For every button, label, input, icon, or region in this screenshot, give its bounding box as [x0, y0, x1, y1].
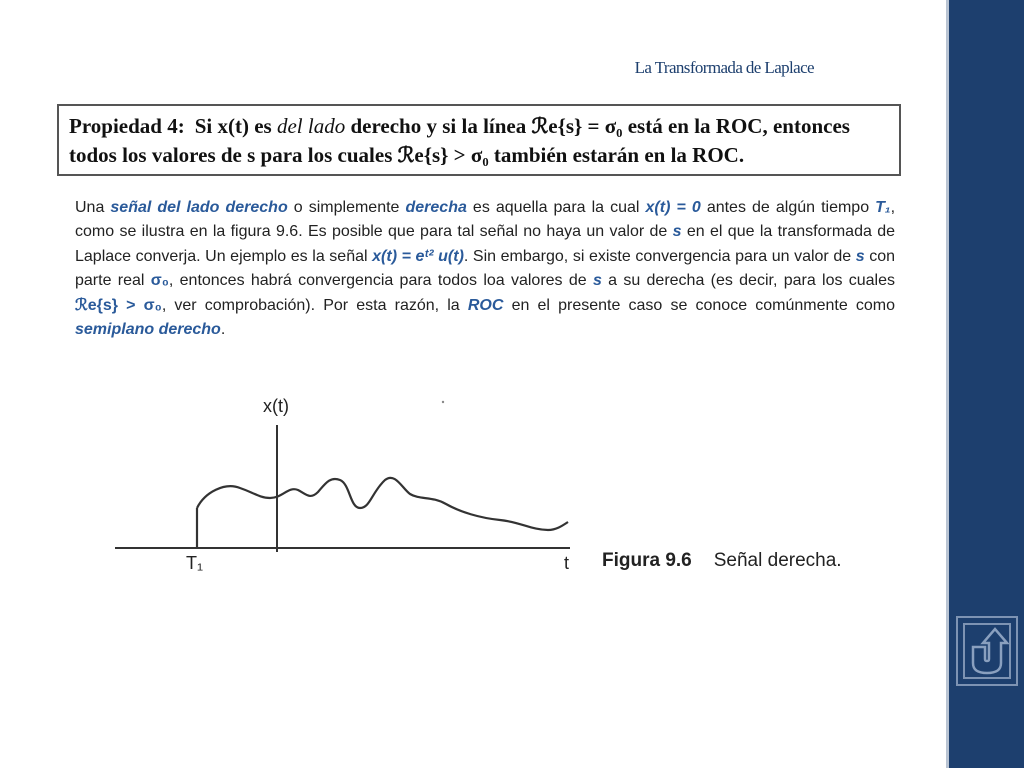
term-s: s — [672, 223, 682, 241]
figure-caption-text: Señal derecha. — [713, 550, 842, 571]
term-x-zero: x(t) = 0 — [645, 199, 701, 216]
body-text: con parte real — [75, 247, 896, 290]
sidebar-edge — [946, 0, 949, 768]
figure-caption — [602, 550, 842, 572]
term-s: s — [592, 272, 602, 290]
body-text: antes de algún tiempo — [700, 199, 876, 216]
term-roc: ROC — [467, 296, 504, 314]
signal-figure — [100, 380, 580, 590]
body-text: , ver comprobación). Por esta razón, la — [161, 296, 468, 314]
body-paragraph — [75, 196, 895, 342]
body-text: en el presente caso se conoce comúnmente como — [503, 296, 896, 314]
body-text: es aquella para la cual — [466, 199, 646, 216]
body-text: en el que la transformada de Laplace converja. Un ejemplo es la señal — [75, 223, 895, 265]
term-derecha: derecha — [405, 199, 467, 216]
term-re-condition: ℛe{s} > σ₀ — [75, 296, 162, 314]
u-turn-arrow-icon — [965, 625, 1009, 677]
term-right-half-plane: semiplano derecho — [75, 321, 221, 339]
property-label: Propiedad 4: — [69, 114, 185, 138]
return-button[interactable] — [956, 616, 1018, 686]
t1-label: T₁ — [186, 553, 204, 573]
slide-title: La Transformada de Laplace — [634, 58, 814, 77]
figure-number: Figura 9.6 — [602, 550, 692, 571]
property-text-a: Si x(t) es — [194, 114, 277, 138]
signal-curve — [197, 478, 568, 530]
property-line-2: todos los valores de s para los cuales ℛe{s} > σ₀ también estarán en la ROC. — [69, 143, 745, 167]
body-text: Una — [75, 199, 111, 216]
dust-speck — [442, 401, 444, 403]
body-text: . — [220, 321, 226, 339]
property-text-b: del lado — [276, 114, 346, 138]
x-axis-label: t — [564, 553, 570, 573]
term-right-sided-signal: señal del lado derecho — [110, 199, 288, 216]
y-axis-label: x(t) — [263, 396, 289, 416]
body-text: , entonces habrá convergencia para todos loa valores de — [168, 272, 593, 290]
property-line-1 — [69, 112, 889, 141]
term-s: s — [855, 247, 865, 265]
body-text: , como se ilustra en la figura 9.6. Es posible que para tal señal no haya un valor de — [75, 199, 896, 241]
body-text: a su derecha (es decir, para los cuales — [601, 272, 896, 290]
body-text: . Sin embargo, si existe convergencia para un valor de — [463, 247, 856, 265]
body-text: o simplemente — [287, 199, 406, 216]
property-box — [57, 104, 901, 176]
term-sigma0: σ₀ — [150, 272, 169, 290]
term-t1: T₁ — [875, 199, 891, 216]
property-text-c: derecho y si la línea ℛe{s} = σ₀ está en la ROC, entonces — [345, 114, 850, 138]
return-button-frame — [963, 623, 1011, 679]
term-example-signal: x(t) = eᵗ² u(t) — [372, 247, 464, 265]
